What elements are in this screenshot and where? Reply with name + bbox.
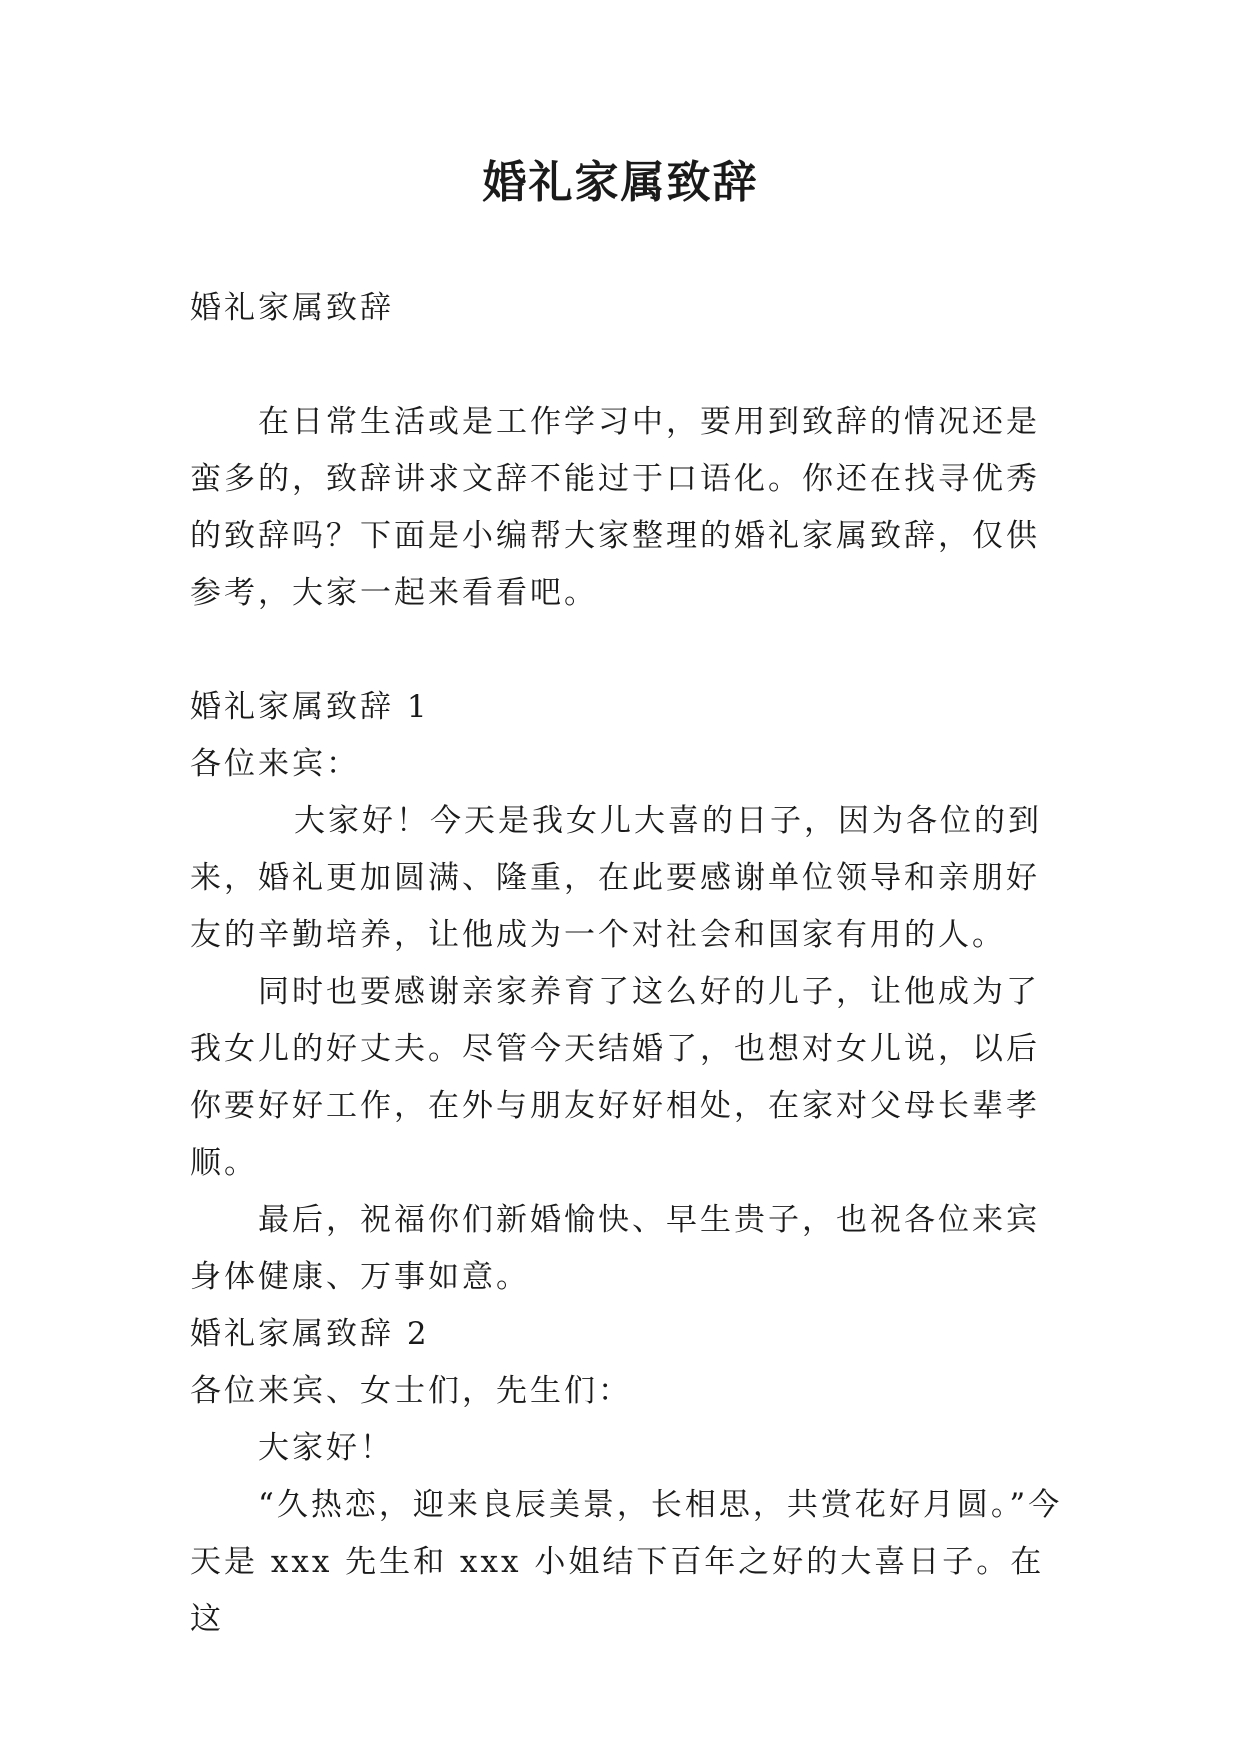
document-subtitle: 婚礼家属致辞 [190,290,394,326]
section-2-paragraph: “久热恋，迎来良辰美景，长相思，共赏花好月圆。”今天是 xxx 先生和 xxx 小姐结下百年之好的大喜日子。在这 [190,1487,1063,1637]
section-1-heading: 婚礼家属致辞 1 [190,689,430,725]
section-2-salutation: 各位来宾、女士们，先生们： [190,1373,632,1409]
section-2-greeting: 大家好！ [258,1430,394,1466]
document-title: 婚礼家属致辞 [482,157,759,208]
section-1-paragraph: 同时也要感谢亲家养育了这么好的儿子，让他成为了我女儿的好丈夫。尽管今天结婚了，也想对女儿说，以后你要好好工作，在外与朋友好好相处，在家对父母长辈孝顺。 [190,974,1040,1181]
section-1-salutation: 各位来宾： [190,746,360,782]
section-1-paragraph: 最后，祝福你们新婚愉快、早生贵子，也祝各位来宾身体健康、万事如意。 [190,1202,1040,1295]
section-1-paragraph: 大家好！今天是我女儿大喜的日子，因为各位的到来，婚礼更加圆满、隆重，在此要感谢单位领导和亲朋好友的辛勤培养，让他成为一个对社会和国家有用的人。 [190,803,1042,953]
document-body [190,280,1068,1648]
intro-paragraph: 在日常生活或是工作学习中，要用到致辞的情况还是蛮多的，致辞讲求文辞不能过于口语化。你还在找寻优秀的致辞吗？下面是小编帮大家整理的婚礼家属致辞，仅供参考，大家一起来看看吧。 [190,404,1040,611]
section-2-heading: 婚礼家属致辞 2 [190,1316,430,1352]
